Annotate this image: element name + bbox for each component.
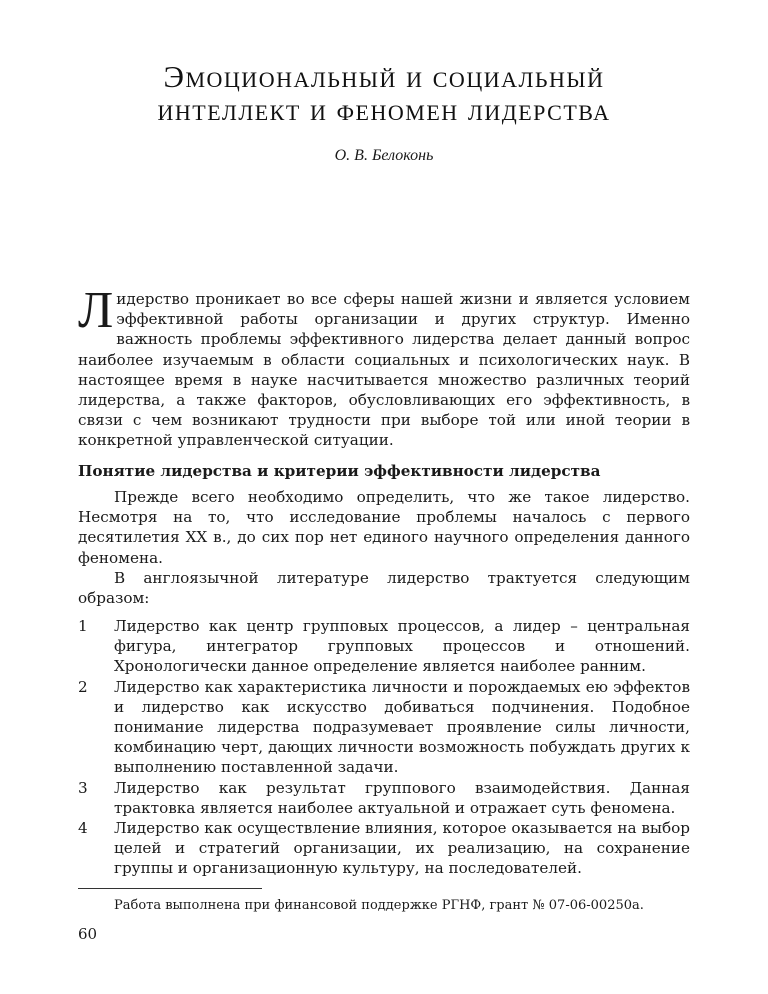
list-item (78, 677, 690, 778)
intro-text: идерство проникает во все сферы нашей жизни и является условием эффективной работы организации и других структур. Именно важность проблемы эффективного лидерства делает данный вопрос наиболее изучаемым в области социальных и психологических наук. В настоящее время в науке насчитывается множество различных теорий лидерства, а также факторов, обусловливающих его эффективность, в связи с чем возникают трудности при выборе той или иной теории в конкретной управленческой ситуации. (78, 290, 690, 450)
list-item (78, 616, 690, 677)
list-item-number: 4 (78, 819, 88, 838)
paragraph-1: Прежде всего необходимо определить, что же такое лидерство. Несмотря на то, что исследование проблемы началось с первого десятилетия XX в., до сих пор нет единого научного определения данного феномена. (78, 488, 690, 567)
list-item-text: Лидерство как результат группового взаимодействия. Данная трактовка является наиболее актуальной и отражает суть феномена. (114, 778, 690, 817)
list-item-number: 1 (78, 617, 88, 635)
list-item-text: Лидерство как осуществление влияния, которое оказывается на выбор целей и стратегий организации, их реализацию, на сохранение группы и организационную культуру, на последователей. (114, 819, 690, 878)
article-title (78, 60, 690, 126)
list-item (78, 818, 690, 879)
intro-paragraph (78, 282, 690, 451)
page (78, 0, 690, 994)
title-line-2: интеллект и феномен лидерства (157, 92, 611, 127)
page-number: 60 (78, 925, 98, 943)
paragraph-2: В англоязычной литературе лидерство трактуется следующим образом: (78, 568, 690, 608)
footnote: Работа выполнена при финансовой поддержке РГНФ, грант № 07-06-00250а. (114, 898, 644, 913)
list-item-number: 2 (78, 677, 88, 696)
section-body (78, 487, 690, 608)
list-item-text: Лидерство как центр групповых процессов, а лидер – центральная фигура, интегратор групповых процессов и отношений. Хронологически данное определение является наиболее ранним. (114, 617, 690, 676)
definition-list (78, 616, 690, 879)
title-line-1: Эмоциональный и социальный (163, 59, 605, 94)
author: О. В. Белоконь (334, 147, 434, 164)
footnote-divider (78, 888, 262, 889)
list-item (78, 778, 690, 818)
drop-cap: Л (78, 282, 114, 339)
section-heading: Понятие лидерства и критерии эффективности лидерства (78, 462, 601, 480)
list-item-number: 3 (78, 778, 88, 797)
list-item-text: Лидерство как характеристика личности и порождаемых ею эффектов и лидерство как искусство добиваться подчинения. Подобное понимание лидерства подразумевает проявление силы личности, комбинацию черт, дающих личности возможность побуждать других к выполнению поставленной задачи. (114, 677, 690, 777)
